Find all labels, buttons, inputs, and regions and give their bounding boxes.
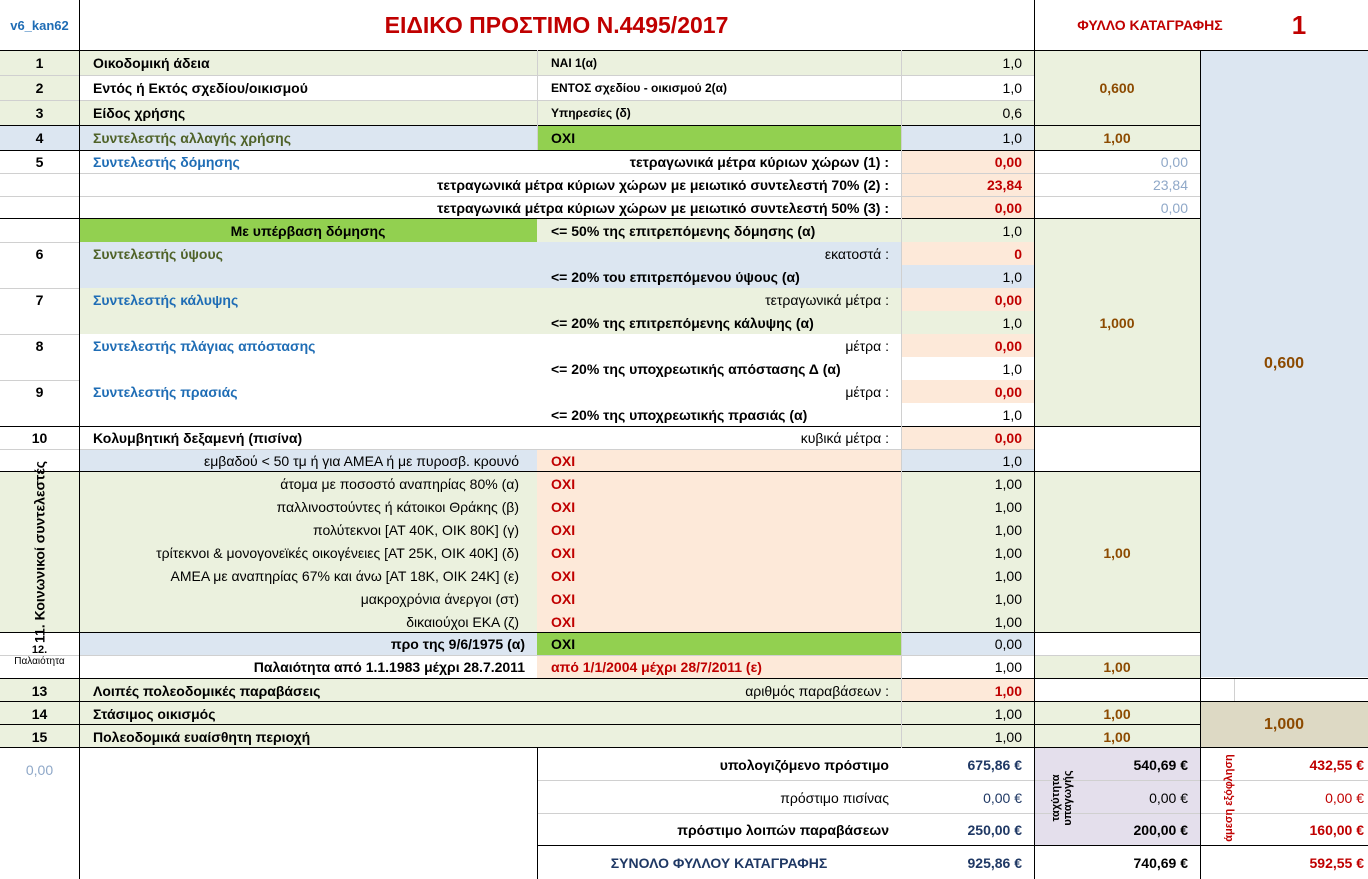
group-1-3-value: 0,600: [1099, 79, 1135, 96]
row-number: 12.: [31, 644, 48, 656]
group-5-9-value: 1,000: [1099, 314, 1135, 331]
main-area-70-input[interactable]: 23,84: [986, 176, 1022, 193]
pool-unit: κυβικά μέτρα :: [800, 429, 889, 446]
group-4-value: 1,00: [1103, 130, 1131, 146]
row-number: 6: [35, 245, 44, 262]
row-number: 10: [31, 429, 48, 446]
social-factor-value: 1,00: [994, 521, 1022, 538]
row-number: 7: [35, 291, 44, 308]
other-violations-label: Λοιπές πολεοδομικές παραβάσεις: [93, 682, 321, 699]
totals-fast-value: 740,69 €: [1133, 854, 1188, 871]
static-settlement-value: 1,00: [994, 705, 1022, 722]
social-factor-value: 1,00: [994, 590, 1022, 607]
row-number: 9: [35, 383, 44, 400]
exceed-building-label: Με υπέρβαση δόμησης: [230, 222, 386, 239]
social-factor-select[interactable]: ΟΧΙ: [551, 567, 576, 584]
age-period-select[interactable]: από 1/1/2004 μέχρι 28/7/2011 (ε): [551, 659, 762, 675]
row-number: 8: [35, 337, 44, 354]
social-factor-value: 1,00: [994, 498, 1022, 515]
height-value: 1,0: [1002, 268, 1022, 285]
height-condition-select[interactable]: <= 20% του επιτρεπόμενου ύψους (α): [551, 268, 800, 285]
coverage-unit-label: τετραγωνικά μέτρα :: [765, 291, 889, 308]
totals-direct-value: 160,00 €: [1309, 822, 1364, 838]
sheet-number[interactable]: 1: [1291, 9, 1307, 40]
pool-select[interactable]: ΟΧΙ: [551, 452, 576, 469]
social-factor-select[interactable]: ΟΧΙ: [551, 544, 576, 561]
totals-row-label: πρόστιμο πισίνας: [780, 789, 889, 806]
totals-fast-value: 200,00 €: [1133, 822, 1188, 838]
social-factor-label: μακροχρόνια άνεργοι (στ): [360, 590, 519, 607]
totals-row-label: υπολογιζόμενο πρόστιμο: [719, 756, 889, 773]
social-factor-value: 1,00: [994, 475, 1022, 492]
row-number: 15: [31, 728, 48, 745]
social-factor-label: πολύτεκνοι [ΑΤ 40Κ, ΟΙΚ 80Κ] (γ): [313, 521, 519, 538]
totals-row-label: ΣΥΝΟΛΟ ΦΥΛΛΟΥ ΚΑΤΑΓΡΑΦΗΣ: [610, 854, 828, 871]
social-factors-title: 11. Κοινωνικοί συντελεστές: [31, 460, 48, 644]
side-distance-condition-select[interactable]: <= 20% της υποχρεωτικής απόστασης Δ (α): [551, 360, 841, 377]
main-area-50-input[interactable]: 0,00: [994, 199, 1022, 216]
side-distance-label: Συντελεστής πλάγιας απόστασης: [93, 337, 316, 354]
social-factor-select[interactable]: ΟΧΙ: [551, 498, 576, 515]
totals-direct-value: 432,55 €: [1309, 756, 1364, 773]
age-pre-1975-value: 0,00: [994, 636, 1022, 652]
age-period-label: Παλαιότητα από 1.1.1983 μέχρι 28.7.2011: [253, 659, 525, 675]
fast-track-label: ταχύτητα υπαγωγής: [1050, 770, 1074, 826]
pool-input[interactable]: 0,00: [994, 429, 1022, 446]
coverage-factor-label: Συντελεστής κάλυψης: [93, 291, 239, 308]
totals-fine-value: 675,86 €: [967, 756, 1022, 773]
row-number: 3: [35, 104, 44, 121]
side-distance-input[interactable]: 0,00: [994, 337, 1022, 354]
social-factor-value: 1,00: [994, 567, 1022, 584]
totals-fast-value: 540,69 €: [1133, 756, 1188, 773]
pool-sub-label: εμβαδού < 50 τμ ή για ΑΜΕΑ ή με πυροσβ. κρουνό: [204, 452, 519, 469]
exceed-building-select[interactable]: <= 50% της επιτρεπόμενης δόμησης (α): [551, 222, 816, 239]
direct-payment-label: άμεση εξόφληση: [1223, 754, 1235, 842]
sensitive-area-label: Πολεοδομικά ευαίσθητη περιοχή: [93, 728, 311, 745]
social-factor-select[interactable]: ΟΧΙ: [551, 521, 576, 538]
usage-change-value: 1,0: [1002, 130, 1022, 146]
main-area-input[interactable]: 0,00: [994, 153, 1022, 170]
social-factor-label: δικαιούχοι ΕΚΑ (ζ): [406, 613, 519, 630]
totals-direct-value: 0,00 €: [1325, 789, 1364, 806]
coverage-input[interactable]: 0,00: [994, 291, 1022, 308]
social-factor-select[interactable]: ΟΧΙ: [551, 613, 576, 630]
age-pre-1975-label: προ της 9/6/1975 (α): [390, 636, 525, 652]
main-area-70-label: τετραγωνικά μέτρα κύριων χώρων με μειωτικό συντελεστή 70% (2) :: [437, 176, 889, 193]
group-11-value: 1,00: [1103, 544, 1131, 561]
other-violations-input[interactable]: 1,00: [994, 682, 1022, 699]
building-factor-label: Συντελεστής δόμησης: [93, 153, 240, 170]
coverage-value: 1,0: [1002, 314, 1022, 331]
sheet-label: ΦΥΛΛΟ ΚΑΤΑΓΡΑΦΗΣ: [1077, 17, 1223, 33]
height-input[interactable]: 0: [1014, 245, 1022, 262]
main-area-50-calc: 0,00: [1160, 199, 1188, 216]
main-area-label: τετραγωνικά μέτρα κύριων χώρων (1) :: [629, 153, 889, 170]
version-label: v6_kan62: [10, 17, 69, 33]
row-number: 4: [35, 130, 44, 146]
totals-fine-value: 0,00 €: [983, 789, 1022, 806]
row-number: 13: [31, 682, 48, 699]
usage-change-label: Συντελεστής αλλαγής χρήσης: [93, 130, 292, 146]
age-pre-1975-select[interactable]: ΟΧΙ: [551, 636, 576, 652]
row-number: 2: [35, 79, 44, 96]
group-12-value: 1,00: [1103, 659, 1131, 675]
social-factor-label: ΑΜΕΑ με αναπηρίας 67% και άνω [ΑΤ 18Κ, ΟΙΚ 24Κ] (ε): [170, 567, 519, 584]
side-distance-unit: μέτρα :: [845, 337, 889, 354]
social-factor-value: 1,00: [994, 613, 1022, 630]
group-14-15-value: 1,000: [1263, 716, 1305, 733]
page-title: ΕΙΔΙΚΟ ΠΡΟΣΤΙΜΟ Ν.4495/2017: [384, 11, 729, 38]
totals-fine-value: 925,86 €: [967, 854, 1022, 871]
coverage-condition-select[interactable]: <= 20% της επιτρεπόμενης κάλυψης (α): [551, 314, 814, 331]
plan-zone-label: Εντός ή Εκτός σχεδίου/οικισμού: [93, 79, 308, 96]
building-permit-select[interactable]: ΝΑΙ 1(α): [551, 55, 598, 70]
social-factor-label: τρίτεκνοι & μονογονεϊκές οικογένειες [ΑΤ 25Κ, ΟΙΚ 40Κ] (δ): [156, 544, 519, 561]
plan-zone-select[interactable]: ΕΝΤΟΣ σχεδίου - οικισμού 2(α): [551, 80, 727, 95]
usage-type-label: Είδος χρήσης: [93, 104, 186, 121]
sensitive-area-value: 1,00: [994, 728, 1022, 745]
group-14-value: 1,00: [1103, 705, 1131, 722]
height-unit-label: εκατοστά :: [824, 245, 889, 262]
age-title: Παλαιότητα: [14, 656, 65, 667]
front-yard-label: Συντελεστής πρασιάς: [93, 383, 238, 400]
usage-change-select[interactable]: ΟΧΙ: [551, 130, 576, 146]
totals-fine-value: 250,00 €: [967, 822, 1022, 838]
exceed-building-value: 1,0: [1002, 222, 1022, 239]
social-factor-select[interactable]: ΟΧΙ: [551, 590, 576, 607]
group-15-value: 1,00: [1103, 728, 1131, 745]
totals-fast-value: 0,00 €: [1149, 789, 1188, 806]
main-area-calc: 0,00: [1160, 153, 1188, 170]
front-yard-value: 1,0: [1002, 406, 1022, 423]
social-factor-label: παλλινοστούντες ή κάτοικοι Θράκης (β): [276, 498, 519, 515]
row-number: 1: [35, 54, 44, 71]
usage-type-value: 0,6: [1002, 104, 1022, 121]
row-number: 5: [35, 153, 44, 170]
age-period-value: 1,00: [994, 659, 1022, 675]
pool-value: 1,0: [1002, 452, 1022, 469]
main-area-70-calc: 23,84: [1152, 176, 1188, 193]
static-settlement-label: Στάσιμος οικισμός: [93, 705, 216, 722]
social-factor-value: 1,00: [994, 544, 1022, 561]
front-yard-input[interactable]: 0,00: [994, 383, 1022, 400]
row-number: 14: [31, 705, 48, 722]
main-area-50-label: τετραγωνικά μέτρα κύριων χώρων με μειωτικό συντελεστή 50% (3) :: [437, 199, 889, 216]
building-permit-label: Οικοδομική άδεια: [93, 54, 210, 71]
height-factor-label: Συντελεστής ύψους: [93, 245, 223, 262]
totals-left-value: 0,00: [25, 762, 54, 778]
plan-zone-value: 1,0: [1002, 79, 1022, 96]
usage-type-select[interactable]: Υπηρεσίες (δ): [551, 105, 631, 120]
social-factor-select[interactable]: ΟΧΙ: [551, 475, 576, 492]
totals-direct-value: 592,55 €: [1309, 854, 1364, 871]
social-factor-label: άτομα με ποσοστό αναπηρίας 80% (α): [280, 475, 519, 492]
front-yard-condition-select[interactable]: <= 20% της υποχρεωτικής πρασιάς (α): [551, 406, 808, 423]
building-permit-value: 1,0: [1002, 54, 1022, 71]
front-yard-unit: μέτρα :: [845, 383, 889, 400]
other-violations-unit: αριθμός παραβάσεων :: [745, 682, 889, 699]
overall-factor-value: 0,600: [1263, 354, 1305, 372]
pool-label: Κολυμβητική δεξαμενή (πισίνα): [93, 429, 303, 446]
side-distance-value: 1,0: [1002, 360, 1022, 377]
totals-row-label: πρόστιμο λοιπών παραβάσεων: [677, 822, 889, 838]
